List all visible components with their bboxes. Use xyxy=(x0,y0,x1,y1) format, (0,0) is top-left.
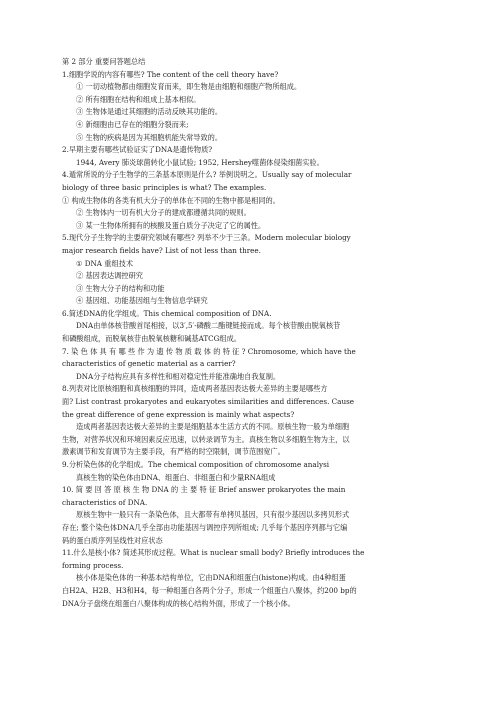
answer-line: ② 基因表达调控研究 xyxy=(76,271,143,281)
question-line: 5.现代分子生物学的主要研究领域有哪些? 列举不少于三条。Modern molecular biology xyxy=(62,233,351,243)
question-line: 4.遁常所说的分子生物学的三条基本原则是什么? 举例说明之。Usually say of molecular xyxy=(62,170,352,180)
answer-line: ③ 生物大分子的结构和功能 xyxy=(76,283,165,293)
question-line: 白H2A、H2B、H3和H4，每一种组蛋白各两个分子，形成一个组蛋白八聚体，约200 bp的 xyxy=(62,585,357,595)
answer-line: ③ 生物体是通过其细胞的活动反映其功能的。 xyxy=(76,107,223,117)
question-line: 2.早期主要有哪些试验证实了DNA是遗传物质? xyxy=(62,145,213,155)
answer-line: DNA分子结构应具有多样性和相对稳定性并能准确地自我复制。 xyxy=(76,371,281,381)
answer-line: ④ 基因组、功能基因组与生物信息学研究 xyxy=(76,296,208,306)
question-line: characteristics of DNA. xyxy=(62,497,148,507)
question-line: 7. 染 色 体 具 有 哪 些 作 为 遗 传 物 质 载 体 的 特 征 ? Chromosome, which have the xyxy=(62,346,356,356)
section-heading: 第 2 部分 重要问答题总结 xyxy=(62,57,146,66)
answer-line: ④ 新细胞由已存在的细胞分裂而来; xyxy=(76,119,189,129)
question-line: 生物，对营养状况和环境因素反应迅速，以转录调节为主。真核生物以多细胞生物为主，以 xyxy=(62,434,350,444)
question-line: ① 构成生物体的各类有机大分子的单体在不同的生物中都是相同的。 xyxy=(62,195,280,205)
question-line: 面? List contrast prokaryotes and eukaryotes similarities and differences. Cause xyxy=(62,397,355,407)
answer-line: ② 生物体内一切有机大分子的建成都遵循共同的规则。 xyxy=(76,208,251,218)
answer-line: ② 所有细胞在结构和组成上基本相似。 xyxy=(76,94,201,104)
question-line: characteristics of genetic material as a carrier? xyxy=(62,359,236,369)
question-line: the great difference of gene expression is mainly what aspects? xyxy=(62,409,295,419)
question-line: biology of three basic principles is what? The examples. xyxy=(62,182,267,192)
question-line: 9.分析染色体的化学组成。The chemical composition of chromosome analysi xyxy=(62,460,330,469)
question-line: 6.简述DNA的化学组成。This chemical composition of DNA. xyxy=(62,308,272,318)
question-line: 11.什么是核小体? 简述其形成过程。What is nuclear small body? Briefly introduces the xyxy=(62,548,365,558)
question-line: 1.细胞学说的内容有哪些? The content of the cell theory have? xyxy=(62,69,279,79)
question-line: DNA分子盘绕在组蛋白八聚体构成的核心结构外面，形成了一个核小体。 xyxy=(62,598,295,608)
question-line: 激素调节和发育调节为主要手段，有严格的时空限制，调节范围宽广。 xyxy=(62,447,285,457)
question-line: 码的蛋白质序列呈线性对应状态 xyxy=(62,535,163,545)
document-body xyxy=(62,69,442,611)
question-line: 存在; 整个染色体DNA几乎全部由功能基因与调控序列所组成; 几乎每个基因序列都与它编 xyxy=(62,522,348,532)
answer-line: ① 一切动植物都由细胞发育而来，即生物是由细胞和细胞产物所组成。 xyxy=(76,82,302,92)
question-line: 和磷酸组成，而脱氧核苷由脱氧核糖和碱基ATCG组成。 xyxy=(62,334,241,344)
question-line: forming process. xyxy=(62,560,124,570)
answer-line: ① DNA 重组技术 xyxy=(76,258,134,268)
answer-line: 核小体是染色体的一种基本结构单位，它由DNA和组蛋白(histone)构成。由4种组蛋 xyxy=(76,573,346,583)
document-page xyxy=(62,56,442,610)
answer-line: 真核生物的染色体由DNA、组蛋白、非组蛋白和少量RNA组成 xyxy=(76,472,276,482)
answer-line: ⑤ 生物的疾病是因为其细胞机能失常导致的。 xyxy=(76,132,223,142)
answer-line: 1944, Avery 肺炎球菌转化小鼠试验; 1952, Hershey噬菌体侵染细菌实验。 xyxy=(76,157,324,167)
question-line: 8.列表对比原核细胞和真核细胞的异同，造成两者基因表达极大差异的主要是哪些方 xyxy=(62,384,328,394)
answer-line: 造成两者基因表达极大差异的主要是细胞基本生活方式的不同。原核生物一般为单细胞 xyxy=(76,422,350,432)
answer-line: 原核生物中一般只有一条染色体，且大都带有单拷贝基因，只有很少基因以多拷贝形式 xyxy=(76,510,350,520)
question-line: major research fields have? List of not less than three. xyxy=(62,245,261,255)
answer-line: DNA由单体核苷酸首尾相接，以3′,5′-磷酸二酯键链接而成。每个核苷酸由脱氧核苷 xyxy=(76,321,341,331)
answer-line: ③ 某一生物体所拥有的核酸及蛋白质分子决定了它的属性。 xyxy=(76,220,266,230)
question-line: 10. 简 要 回 答 原 核 生 物 DNA 的 主 要 特 征 Brief answer prokaryotes the main xyxy=(62,485,346,495)
